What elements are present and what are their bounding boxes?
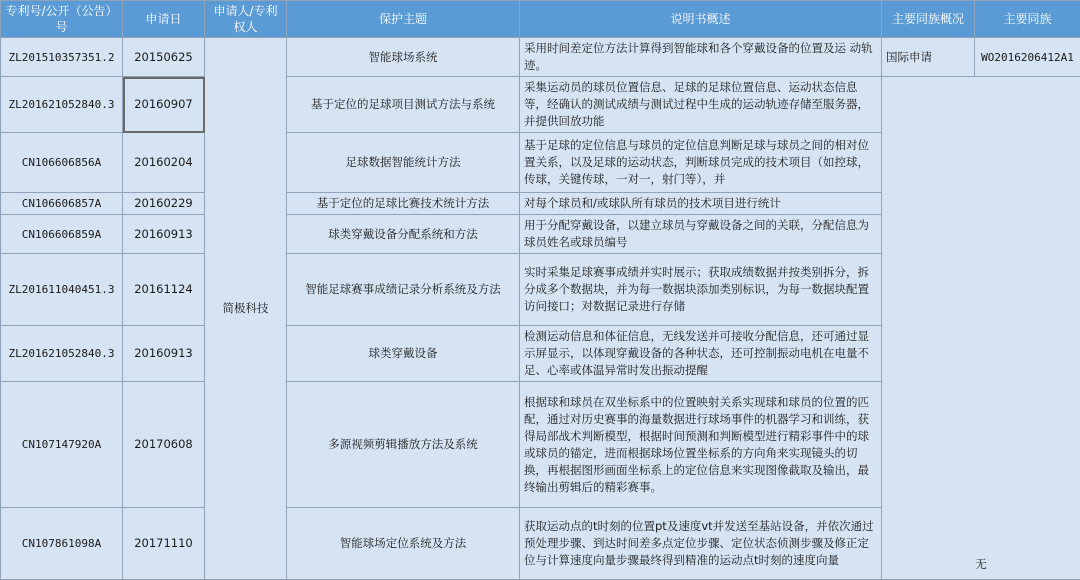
family-overview-cell[interactable]: 国际申请 <box>882 38 975 77</box>
description-cell[interactable]: 检测运动信息和体征信息，无线发送并可接收分配信息，还可通过显示屏显示，以体现穿戴设备的各种状态，还可控制振动电机在电量不足、心率或体温异常时发出振动提醒 <box>520 326 882 382</box>
description-cell[interactable]: 采集运动员的球员位置信息、足球的足球位置信息、运动状态信息等，经确认的测试成绩与测试过程中生成的运动轨迹存储至服务器，并提供回放功能 <box>520 77 882 133</box>
description-cell[interactable]: 根据球和球员在双坐标系中的位置映射关系实现球和球员的位置的匹配，通过对历史赛事的海量数据进行球场事件的机器学习和训练，获得局部战术判断模型，根据时间预测和判断模型进行精彩事件中的球或球员的锚定，进而根据球场位置坐标系的方向角来实现镜头的切换，再根据图形画面坐标系上的定位信息来实现图像截取及输出，最终输出剪辑后的精彩赛事。 <box>520 382 882 508</box>
patent-number-cell[interactable]: CN106606857A <box>1 193 123 215</box>
family-cell[interactable]: WO2016206412A1 <box>975 38 1080 77</box>
topic-cell[interactable]: 球类穿戴设备分配系统和方法 <box>287 215 520 254</box>
header-patent-number[interactable]: 专利号/公开（公告）号 <box>1 1 123 38</box>
topic-cell[interactable]: 球类穿戴设备 <box>287 326 520 382</box>
header-topic[interactable]: 保护主题 <box>287 1 520 38</box>
patent-number-cell[interactable]: CN107147920A <box>1 382 123 508</box>
description-cell[interactable]: 实时采集足球赛事成绩并实时展示；获取成绩数据并按类别拆分，拆分成多个数据块，并为每一数据块添加类别标识，为每一数据块配置访问接口；对数据记录进行存储 <box>520 254 882 326</box>
topic-cell[interactable]: 基于定位的足球比赛技术统计方法 <box>287 193 520 215</box>
date-cell[interactable]: 20160913 <box>123 326 205 382</box>
applicant-cell[interactable]: 简极科技 <box>205 38 287 580</box>
patent-number-cell[interactable]: ZL201621052840.3 <box>1 326 123 382</box>
description-cell[interactable]: 获取运动点的t时刻的位置pt及速度vt并发送至基站设备，并依次通过预处理步骤、到达时间差多点定位步骤、定位状态侦测步骤及修正定位与计算速度向量步骤最终得到精准的运动点t时刻的速度向量 <box>520 508 882 580</box>
date-cell[interactable]: 20171110 <box>123 508 205 580</box>
date-cell[interactable]: 20161124 <box>123 254 205 326</box>
family-none-cell[interactable]: 无 <box>882 77 1080 580</box>
header-family-overview[interactable]: 主要同族概况 <box>882 1 975 38</box>
topic-cell[interactable]: 基于定位的足球项目测试方法与系统 <box>287 77 520 133</box>
header-family[interactable]: 主要同族 <box>975 1 1080 38</box>
header-application-date[interactable]: 申请日 <box>123 1 205 38</box>
patent-number-cell[interactable]: CN106606856A <box>1 133 123 193</box>
date-cell[interactable]: 20160204 <box>123 133 205 193</box>
description-cell[interactable]: 基于足球的定位信息与球员的定位信息判断足球与球员之间的相对位置关系，以及足球的运动状态，判断球员完成的技术项目（如控球，传球，关键传球，一对一，射门等），并 <box>520 133 882 193</box>
patent-number-cell[interactable]: ZL201621052840.3 <box>1 77 123 133</box>
topic-cell[interactable]: 智能球场系统 <box>287 38 520 77</box>
patent-number-cell[interactable]: CN106606859A <box>1 215 123 254</box>
date-cell[interactable]: 20150625 <box>123 38 205 77</box>
table-row <box>1 77 1080 133</box>
topic-cell[interactable]: 智能足球赛事成绩记录分析系统及方法 <box>287 254 520 326</box>
date-cell[interactable]: 20170608 <box>123 382 205 508</box>
patent-number-cell[interactable]: CN107861098A <box>1 508 123 580</box>
header-applicant[interactable]: 申请人/专利权人 <box>205 1 287 38</box>
header-row <box>1 1 1080 38</box>
description-cell[interactable]: 采用时间差定位方法计算得到智能球和各个穿戴设备的位置及运 动轨迹。 <box>520 38 882 77</box>
table-row <box>1 38 1080 77</box>
description-cell[interactable]: 用于分配穿戴设备，以建立球员与穿戴设备之间的关联，分配信息为球员姓名或球员编号 <box>520 215 882 254</box>
date-cell[interactable]: 20160913 <box>123 215 205 254</box>
date-cell-selected[interactable]: 20160907 <box>123 77 205 133</box>
topic-cell[interactable]: 多源视频剪辑播放方法及系统 <box>287 382 520 508</box>
patent-number-cell[interactable]: ZL201510357351.2 <box>1 38 123 77</box>
topic-cell[interactable]: 智能球场定位系统及方法 <box>287 508 520 580</box>
patent-number-cell[interactable]: ZL201611040451.3 <box>1 254 123 326</box>
description-cell[interactable]: 对每个球员和/或球队所有球员的技术项目进行统计 <box>520 193 882 215</box>
header-description[interactable]: 说明书概述 <box>520 1 882 38</box>
date-cell[interactable]: 20160229 <box>123 193 205 215</box>
topic-cell[interactable]: 足球数据智能统计方法 <box>287 133 520 193</box>
